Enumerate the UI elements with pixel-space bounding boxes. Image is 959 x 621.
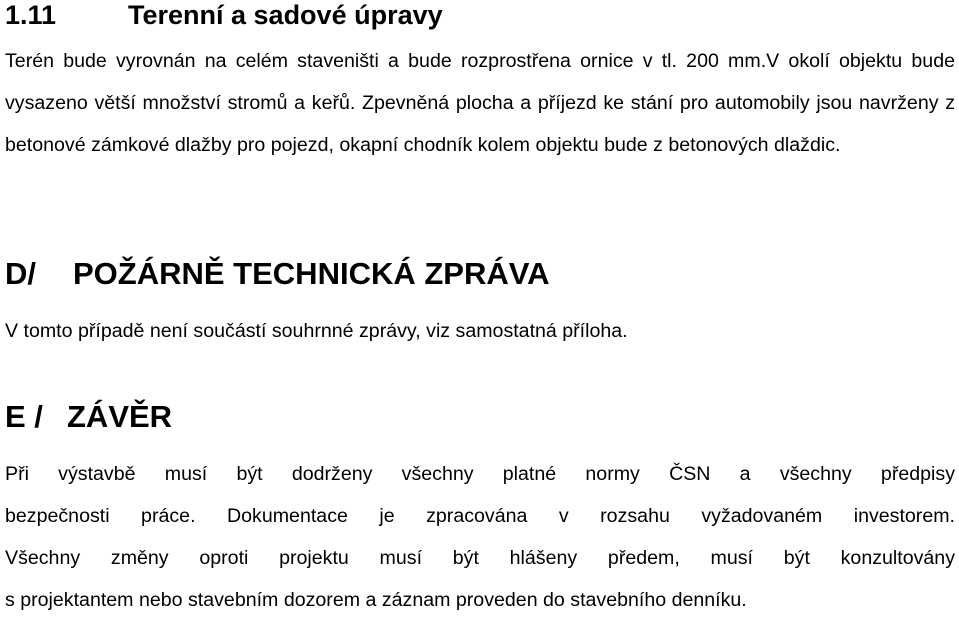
section-e-paragraph (5, 453, 955, 621)
section-number: 1.11 (5, 0, 57, 30)
section-title: ZÁVĚR (67, 399, 173, 434)
section-e-heading (5, 399, 955, 435)
section-1-11-paragraph: Terén bude vyrovnán na celém staveništi a bude rozprostřena ornice v tl. 200 mm.V okolí objektu bude vysazeno větší množství stromů a keřů. Zpevněná plocha a příjezd ke stání pro automobily jsou navrženy z betonové zámkové dlažby pro pojezd, okapní chodník kolem objektu bude z betonových dlaždic. (5, 50, 955, 156)
section-number: D/ (5, 256, 36, 291)
section-number: E / (5, 399, 43, 434)
section-1-11-heading (5, 0, 955, 30)
section-title: Terenní a sadové úpravy (128, 0, 443, 30)
paragraph-line: Všechny změny oproti projektu musí být hlášeny předem, musí být konzultovány (5, 547, 955, 569)
section-title: POŽÁRNĚ TECHNICKÁ ZPRÁVA (73, 256, 550, 291)
section-d-heading (5, 256, 955, 292)
section-d-paragraph: V tomto případě není součástí souhrnné zprávy, viz samostatná příloha. (5, 320, 628, 342)
paragraph-line: bezpečnosti práce. Dokumentace je zpracována v rozsahu vyžadovaném investorem. (5, 505, 955, 527)
paragraph-line: s projektantem nebo stavebním dozorem a záznam proveden do stavebního denníku. (5, 589, 747, 611)
paragraph-line: Při výstavbě musí být dodrženy všechny platné normy ČSN a všechny předpisy (5, 463, 955, 485)
